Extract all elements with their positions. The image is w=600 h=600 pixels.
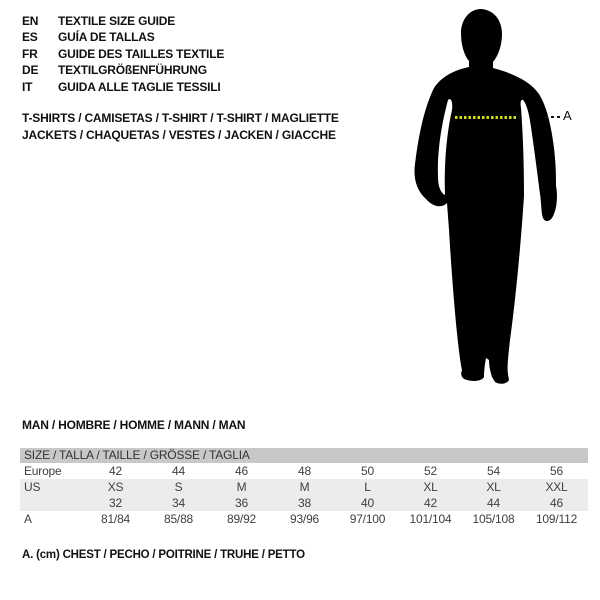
- language-row: [22, 46, 224, 62]
- size-value: 40: [361, 496, 374, 510]
- size-value: M: [236, 480, 247, 494]
- man-silhouette-graphic: [400, 0, 600, 400]
- language-label: GUÍA DE TALLAS: [58, 30, 155, 45]
- language-row: [22, 13, 224, 29]
- table-row: [20, 479, 588, 495]
- section-title-man: MAN / HOMBRE / HOMME / MANN / MAN: [22, 418, 246, 432]
- size-value: 56: [550, 464, 563, 478]
- man-figure: [400, 0, 600, 400]
- size-value: 97/100: [349, 512, 386, 526]
- size-value: 48: [298, 464, 311, 478]
- row-label: [20, 495, 84, 511]
- size-value: 34: [172, 496, 185, 510]
- size-value: 46: [235, 464, 248, 478]
- chest-measure-line: [455, 116, 518, 119]
- row-label: A: [24, 512, 32, 526]
- measure-callout-dash: [545, 116, 562, 118]
- size-value: 50: [361, 464, 374, 478]
- table-row: [20, 495, 588, 511]
- category-line: JACKETS / CHAQUETAS / VESTES / JACKEN / GIACCHE: [22, 128, 336, 142]
- size-table-body: [20, 463, 588, 527]
- size-value: 85/88: [163, 512, 194, 526]
- size-value: 32: [109, 496, 122, 510]
- language-label: TEXTILE SIZE GUIDE: [58, 14, 176, 28]
- size-value: 44: [487, 496, 500, 510]
- category-list: [22, 110, 339, 144]
- language-label: GUIDE DES TAILLES TEXTILE: [58, 46, 225, 61]
- size-table-header: SIZE / TALLA / TAILLE / GRÖSSE / TAGLIA: [20, 448, 588, 463]
- size-value: 101/104: [409, 512, 452, 526]
- row-label: US: [24, 480, 41, 494]
- size-value: 93/96: [289, 512, 320, 526]
- measure-label-a: A: [563, 108, 572, 123]
- language-code: EN: [22, 14, 39, 28]
- size-value: 54: [487, 464, 500, 478]
- size-value: 46: [550, 496, 563, 510]
- size-value: XL: [486, 480, 501, 494]
- language-row: [22, 29, 224, 45]
- size-value: 38: [298, 496, 311, 510]
- size-value: S: [174, 480, 183, 494]
- size-table: [20, 448, 588, 527]
- language-list: [22, 13, 224, 95]
- language-code: FR: [22, 46, 38, 61]
- size-value: M: [299, 480, 310, 494]
- language-code: DE: [22, 63, 39, 78]
- size-value: XS: [107, 480, 124, 494]
- language-row: [22, 62, 224, 78]
- size-value: 89/92: [226, 512, 257, 526]
- category-line: T-SHIRTS / CAMISETAS / T-SHIRT / T-SHIRT / MAGLIETTE: [22, 111, 339, 125]
- measurement-footnote: A. (cm) CHEST / PECHO / POITRINE / TRUHE / PETTO: [22, 549, 305, 561]
- size-value: 42: [424, 496, 437, 510]
- size-value: 36: [235, 496, 248, 510]
- size-value: 44: [172, 464, 185, 478]
- size-value: L: [364, 480, 371, 494]
- size-value: 81/84: [100, 512, 131, 526]
- size-value: XL: [423, 480, 438, 494]
- language-code: ES: [22, 30, 38, 45]
- language-code: IT: [22, 79, 33, 94]
- size-value: 42: [109, 464, 122, 478]
- size-value: 52: [424, 464, 437, 478]
- language-label: TEXTILGRÖßENFÜHRUNG: [58, 63, 207, 78]
- size-value: 105/108: [472, 512, 515, 526]
- table-row: [20, 463, 588, 479]
- language-label: GUIDA ALLE TAGLIE TESSILI: [58, 79, 221, 94]
- size-value: 109/112: [535, 512, 578, 526]
- table-row: [20, 511, 588, 527]
- language-row: [22, 79, 224, 95]
- row-label: Europe: [24, 464, 62, 478]
- size-value: XXL: [545, 480, 568, 494]
